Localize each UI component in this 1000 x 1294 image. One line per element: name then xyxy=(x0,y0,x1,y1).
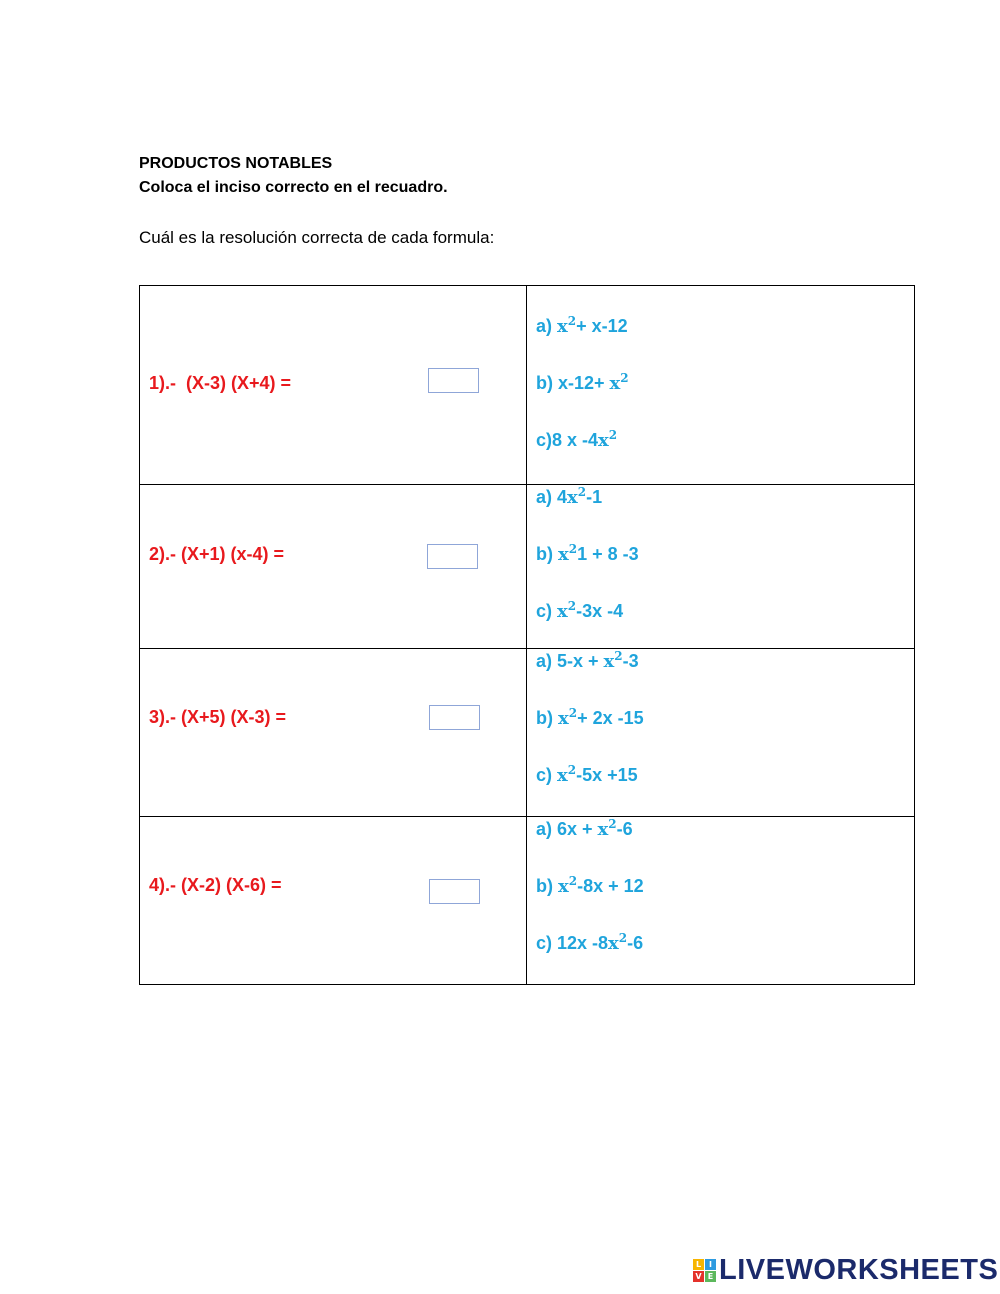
logo-mark-l: L xyxy=(693,1259,704,1270)
table-row xyxy=(140,649,915,817)
option-1a: a) $x^2+ x-12$ xyxy=(536,314,628,337)
liveworksheets-logo xyxy=(693,1254,998,1287)
problem-2: 2).- (X+1) (x-4) = xyxy=(149,544,285,564)
problem-3: 3).- (X+5) (X-3) = xyxy=(149,707,287,727)
option-4c: c) 12x $-8x^2-6$ xyxy=(536,931,644,954)
option-1c: c)8 x $-4x^2$ xyxy=(536,428,618,451)
answer-box-1[interactable] xyxy=(428,368,479,393)
answer-box-3[interactable] xyxy=(429,705,480,730)
option-3c: c) $x^2-5x +15$ xyxy=(536,763,638,786)
problem-cell xyxy=(140,485,527,649)
logo-mark-i: I xyxy=(705,1259,716,1270)
option-2a: a) $4x^2-1$ xyxy=(536,485,603,508)
table-row xyxy=(140,485,915,649)
option-1b: b) $x-12+ x^2$ xyxy=(536,371,629,394)
problem-cell xyxy=(140,286,527,485)
table-row xyxy=(140,286,915,485)
option-4a: a) $6x + x^2-6$ xyxy=(536,817,633,840)
option-2b: b) $x^21 + 8$ -3 xyxy=(536,542,639,565)
instruction-text: Coloca el inciso correcto en el recuadro. xyxy=(139,179,448,196)
problem-cell xyxy=(140,649,527,817)
problem-cell xyxy=(140,817,527,985)
page-title: PRODUCTOS NOTABLES xyxy=(139,155,333,172)
answer-box-2[interactable] xyxy=(427,544,478,569)
options-cell xyxy=(527,286,915,485)
logo-mark-icon xyxy=(693,1259,716,1282)
answer-box-4[interactable] xyxy=(429,879,480,904)
problem-1: 1).- (X-3) (X+4) = xyxy=(149,373,292,393)
logo-text: LIVEWORKSHEETS xyxy=(719,1254,999,1286)
option-4b: b) $x^2-8x + 12$ xyxy=(536,874,644,897)
logo-mark-v: V xyxy=(693,1271,704,1282)
option-3b: b) $x^2+ 2x$ -15 xyxy=(536,706,644,729)
option-2c: c) $x^2-3x$ -4 xyxy=(536,599,624,622)
options-cell xyxy=(527,485,915,649)
question-text: Cuál es la resolución correcta de cada formula: xyxy=(139,228,495,247)
options-cell xyxy=(527,817,915,985)
option-3a: a) $5-x + x^2-3$ xyxy=(536,649,639,672)
problem-4: 4).- (X-2) (X-6) = xyxy=(149,875,282,895)
logo-mark-e: E xyxy=(705,1271,716,1282)
table-row xyxy=(140,817,915,985)
options-cell xyxy=(527,649,915,817)
exercise-table xyxy=(139,285,915,985)
